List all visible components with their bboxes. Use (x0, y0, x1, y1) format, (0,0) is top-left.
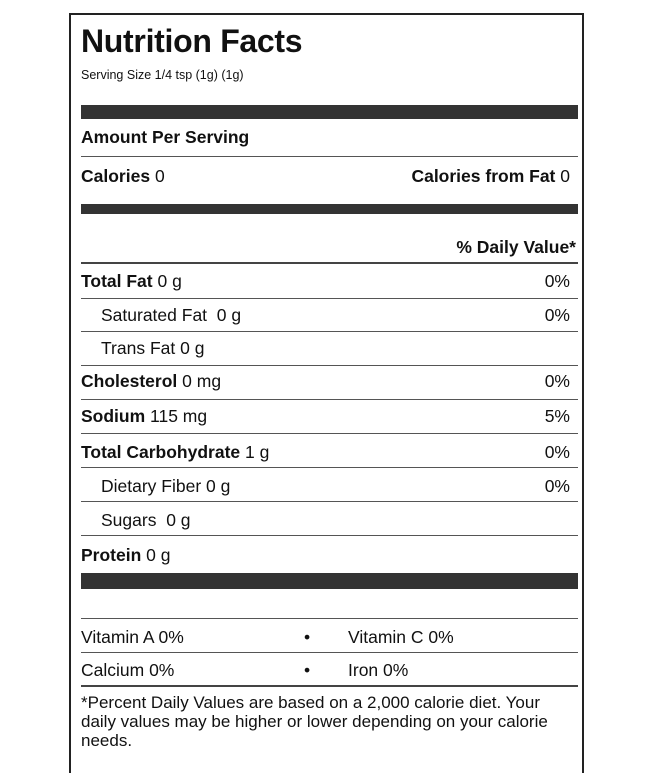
divider (81, 433, 578, 434)
total-carbohydrate-row (81, 442, 269, 463)
total-fat-label: Total Fat (81, 271, 153, 291)
divider (81, 501, 578, 502)
total-carbohydrate-label: Total Carbohydrate (81, 442, 241, 462)
footnote: *Percent Daily Values are based on a 2,000 calorie diet. Your daily values may be higher or lower depending on your calorie needs. (81, 693, 548, 750)
bullet-separator: • (304, 627, 311, 647)
saturated-fat-amount: 0 g (216, 305, 242, 325)
sugars-label: Sugars (101, 510, 157, 530)
total-fat-amount: 0 g (157, 271, 182, 291)
medium-divider (81, 204, 578, 214)
cholesterol-amount: 0 mg (182, 371, 222, 391)
saturated-fat-label: Saturated Fat (101, 305, 208, 325)
serving-size: Serving Size 1/4 tsp (1g) (1g) (81, 68, 244, 82)
label-title: Nutrition Facts (81, 23, 303, 59)
total-fat-row (81, 271, 182, 292)
divider (81, 399, 578, 400)
divider (81, 535, 578, 536)
calories-from-fat-row (411, 166, 570, 187)
total-fat-dv: 0% (544, 271, 570, 291)
bullet-separator: • (304, 660, 311, 680)
dietary-fiber-amount: 0 g (206, 476, 231, 496)
sugars-row (101, 510, 191, 531)
dietary-fiber-dv: 0% (544, 476, 570, 496)
calcium: Calcium 0% (81, 660, 175, 680)
saturated-fat-dv: 0% (544, 305, 570, 325)
sugars-amount: 0 g (166, 510, 191, 530)
daily-value-header: % Daily Value* (456, 237, 576, 257)
trans-fat-row (101, 338, 204, 359)
calories-from-fat-label: Calories from Fat (411, 166, 556, 186)
cholesterol-row (81, 371, 221, 392)
vitamin-c: Vitamin C 0% (348, 627, 454, 647)
divider (81, 618, 578, 619)
amount-per-serving: Amount Per Serving (81, 127, 250, 147)
total-carbohydrate-amount: 1 g (245, 442, 270, 462)
thick-divider-bottom (81, 573, 578, 589)
divider (81, 467, 578, 468)
calories-row (81, 166, 165, 187)
divider (81, 262, 578, 264)
sodium-row (81, 406, 207, 427)
calories-from-fat-value: 0 (560, 166, 570, 186)
cholesterol-dv: 0% (544, 371, 570, 391)
calories-label: Calories (81, 166, 151, 186)
total-carbohydrate-dv: 0% (544, 442, 570, 462)
trans-fat-amount: 0 g (180, 338, 205, 358)
cholesterol-label: Cholesterol (81, 371, 178, 391)
thick-divider-top (81, 105, 578, 119)
protein-amount: 0 g (146, 545, 171, 565)
divider (81, 685, 578, 687)
protein-row (81, 545, 171, 566)
nutrition-facts-label (69, 13, 584, 773)
iron: Iron 0% (348, 660, 409, 680)
saturated-fat-row (101, 305, 241, 326)
sodium-amount: 115 mg (150, 406, 208, 426)
divider (81, 298, 578, 299)
calories-value: 0 (154, 166, 165, 186)
divider (81, 156, 578, 157)
dietary-fiber-label: Dietary Fiber (101, 476, 202, 496)
sodium-dv: 5% (544, 406, 570, 426)
trans-fat-label: Trans Fat (101, 338, 176, 358)
vitamin-a: Vitamin A 0% (81, 627, 184, 647)
protein-label: Protein (81, 545, 142, 565)
divider (81, 365, 578, 366)
dietary-fiber-row (101, 476, 230, 497)
divider (81, 652, 578, 653)
sodium-label: Sodium (81, 406, 146, 426)
divider (81, 331, 578, 332)
